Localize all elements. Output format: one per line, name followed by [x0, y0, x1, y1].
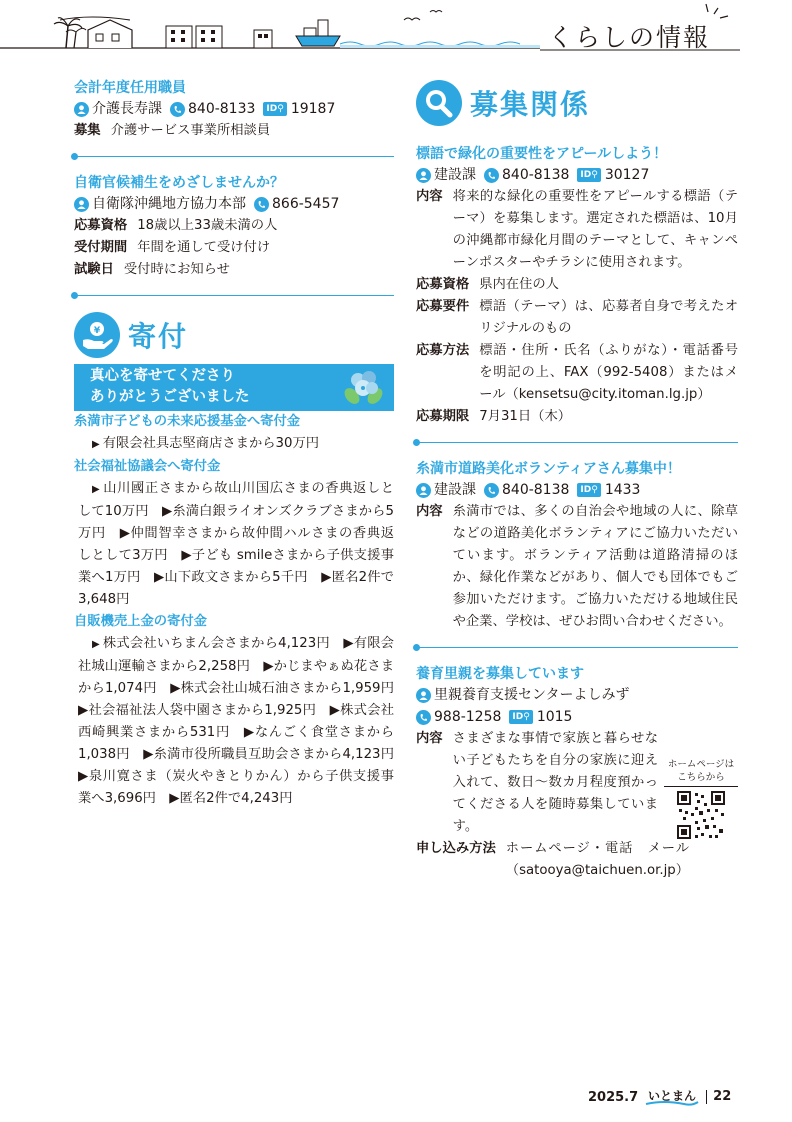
- boshu-heading: [416, 80, 738, 126]
- thanks-line: ありがとうございました: [90, 389, 250, 405]
- contact-line: [74, 98, 394, 120]
- section-doro-bika: [416, 459, 738, 633]
- thanks-banner: [74, 364, 394, 411]
- contact-line: [74, 193, 394, 215]
- page-id: 30127: [604, 167, 650, 183]
- row-label: 募集: [74, 123, 101, 138]
- info-row: [416, 501, 738, 633]
- phone-icon: [170, 102, 185, 117]
- phone-icon: [254, 197, 269, 212]
- person-icon: [74, 102, 89, 117]
- row-value: 標語・住所・氏名（ふりがな）・電話番号を明記の上、FAX（992-5408）またはメール（kensetsu@city.itoman.lg.jp）: [479, 343, 738, 402]
- svg-text:¥: ¥: [93, 326, 101, 336]
- donation-list: [74, 433, 394, 456]
- row-value: 年間を通して受け付け: [137, 240, 271, 255]
- hydrangea-flower-icon: [342, 366, 384, 410]
- qr-code-icon[interactable]: [677, 791, 725, 839]
- page-id-search-icon: ID ⚲: [577, 168, 600, 182]
- row-value: 将来的な緑化の重要性をアピールする標語（テーマ）を募集します。選定された標語は、10月の沖縄都市緑化月間のテーマとして、キャンペーンポスターやチラシに使用されます。: [452, 189, 738, 270]
- phone-number[interactable]: 866-5457: [272, 196, 340, 212]
- donation-list: [74, 478, 394, 611]
- info-row: [416, 186, 738, 274]
- person-icon: [74, 197, 89, 212]
- section-hyogo: [416, 144, 738, 428]
- section-title: 養育里親を募集しています: [416, 666, 584, 682]
- row-value: さまざまな事情で家族と暮らせない子どもたちを自分の家族に迎え入れて、数日～数カ月程度預かってくださる人を随時募集しています。: [452, 731, 658, 834]
- page-number: 22: [706, 1090, 731, 1104]
- row-label: 応募資格: [74, 218, 128, 233]
- itoman-logo: [644, 1086, 700, 1108]
- info-row: [74, 237, 394, 259]
- donation-group-title: 糸満市子どもの未来応援基金へ寄付金: [74, 414, 301, 429]
- row-label: 内容: [416, 731, 443, 746]
- page-header: [0, 0, 792, 60]
- row-label: 応募要件: [416, 299, 470, 314]
- section-kifu: [74, 312, 408, 810]
- section-jieikan: [74, 173, 394, 281]
- section-title: 糸満市道路美化ボランティアさん募集中！: [416, 461, 681, 477]
- row-value: 受付時にお知らせ: [123, 262, 230, 277]
- row-label: 応募方法: [416, 343, 470, 358]
- row-value: ホームページ・電話 メール（satooya@taichuen.or.jp）: [505, 841, 690, 878]
- bullet-arrow-icon: ▶: [92, 639, 100, 650]
- section-title: 自衛官候補生をめざしませんか？: [74, 175, 284, 191]
- department-name: 里親養育支援センターよしみず: [434, 687, 630, 703]
- phone-number[interactable]: 840-8138: [502, 482, 570, 498]
- donation-text: 有限会社具志堅商店さまから30万円: [102, 436, 320, 451]
- department-name: 介護長寿課: [92, 101, 162, 117]
- info-row: [74, 259, 394, 281]
- contact-line: [416, 684, 738, 706]
- svg-text:いとまん: いとまん: [648, 1089, 697, 1103]
- header-title: くらしの情報: [548, 23, 711, 52]
- qr-note: ホームページは こちらから: [664, 758, 738, 787]
- qr-code-block[interactable]: [664, 758, 738, 839]
- kifu-heading: [74, 312, 394, 358]
- person-icon: [416, 483, 431, 498]
- donation-text: 株式会社いちまん会さまから4,123円 ▶有限会社城山運輸さまから2,258円 ▶かじまやぁぬ花さまから1,074円 ▶株式会社山城石油さまから1,959円 ▶社会福祉法人袋中園さまから1,925円 ▶株式会社西崎興業さまから531円 ▶なんごく食堂さまから1,038円 ▶糸満市役所職員互助会さまから4,123円 ▶泉川寛さま（炭火やきとりかん）から子供支援事業へ3,696円 ▶匿名2件で4,243円: [78, 636, 408, 806]
- donation-text: 山川國正さまから故山川国広さまの香典返しとして10万円 ▶糸満白銀ライオンズクラブさまから5万円 ▶仲間智幸さまから故仲間ハルさまの香典返しとして3万円 ▶子ども smileさまから子供支援事業へ1万円 ▶山下政文さまから5千円 ▶匿名2件で3,648円: [78, 481, 394, 607]
- phone-number[interactable]: 840-8133: [188, 101, 256, 117]
- department-name: 自衛隊沖縄地方協力本部: [92, 196, 246, 212]
- row-label: 申し込み方法: [416, 841, 496, 856]
- page-id: 1433: [604, 482, 641, 498]
- bullet-arrow-icon: ▶: [92, 484, 101, 495]
- page-id: 19187: [290, 101, 336, 117]
- section-divider: [416, 647, 738, 648]
- bullet-arrow-icon: ▶: [92, 439, 100, 450]
- department-name: 建設課: [434, 167, 476, 183]
- section-satooya: [416, 664, 738, 882]
- phone-icon: [484, 483, 499, 498]
- section-title: 会計年度任用職員: [74, 80, 186, 96]
- row-value: 糸満市では、多くの自治会や地域の人に、除草などの道路美化ボランティアにご協力いただいています。ボランティア活動は道路清掃のほか、緑化作業などがあり、個人でも団体でもご参加いただけます。ご協力いただける地域住民や企業、学校は、ぜひお問い合わせください。: [452, 504, 738, 629]
- contact-line: [416, 164, 738, 186]
- donation-group-title: 自販機売上金の寄付金: [74, 614, 207, 629]
- left-column: [74, 78, 408, 810]
- page-id-search-icon: ID ⚲: [509, 710, 532, 724]
- row-value: 18歳以上33歳未満の人: [137, 218, 278, 233]
- satooya-body: [416, 728, 738, 882]
- info-row: [416, 296, 738, 340]
- person-icon: [416, 688, 431, 703]
- kifu-title: 寄付: [128, 320, 189, 353]
- section-title: 標語で緑化の重要性をアピールしよう！: [416, 146, 668, 162]
- magnifier-icon: [416, 80, 462, 126]
- page-id: 1015: [536, 709, 573, 725]
- info-row: [416, 274, 738, 296]
- phone-number[interactable]: 840-8138: [502, 167, 570, 183]
- row-label: 応募資格: [416, 277, 470, 292]
- row-value: 標語（テーマ）は、応募者自身で考えたオリジナルのもの: [479, 299, 738, 336]
- phone-number[interactable]: 988-1258: [434, 709, 502, 725]
- row-label: 応募期限: [416, 409, 470, 424]
- right-column: [416, 80, 738, 882]
- page-footer: [588, 1086, 731, 1108]
- page-id-search-icon: ID ⚲: [577, 483, 600, 497]
- section-divider: [416, 442, 738, 443]
- donation-hand-icon: [74, 312, 120, 358]
- info-row: [416, 406, 738, 428]
- row-label: 受付期間: [74, 240, 128, 255]
- boshu-title: 募集関係: [470, 88, 591, 121]
- info-row: [416, 838, 738, 882]
- phone-icon: [484, 168, 499, 183]
- row-label: 内容: [416, 189, 443, 204]
- person-icon: [416, 168, 431, 183]
- section-divider: [74, 156, 394, 157]
- info-row: [74, 120, 394, 142]
- phone-icon: [416, 710, 431, 725]
- contact-line: [416, 479, 738, 501]
- page-id-search-icon: ID ⚲: [263, 102, 286, 116]
- info-row: [74, 215, 394, 237]
- issue-date: 2025.7: [588, 1089, 639, 1105]
- donation-group-title: 社会福祉協議会へ寄付金: [74, 459, 221, 474]
- donation-list: [74, 633, 408, 810]
- row-label: 内容: [416, 504, 443, 519]
- row-label: 試験日: [74, 262, 114, 277]
- thanks-line: 真心を寄せてくださり: [90, 368, 235, 384]
- row-value: 介護サービス事業所相談員: [110, 123, 271, 138]
- section-divider: [74, 295, 394, 296]
- row-value: 7月31日（木）: [479, 409, 572, 424]
- section-kaikei: [74, 78, 394, 142]
- row-value: 県内在住の人: [479, 277, 559, 292]
- department-name: 建設課: [434, 482, 476, 498]
- info-row: [416, 340, 738, 406]
- contact-line: [416, 706, 738, 728]
